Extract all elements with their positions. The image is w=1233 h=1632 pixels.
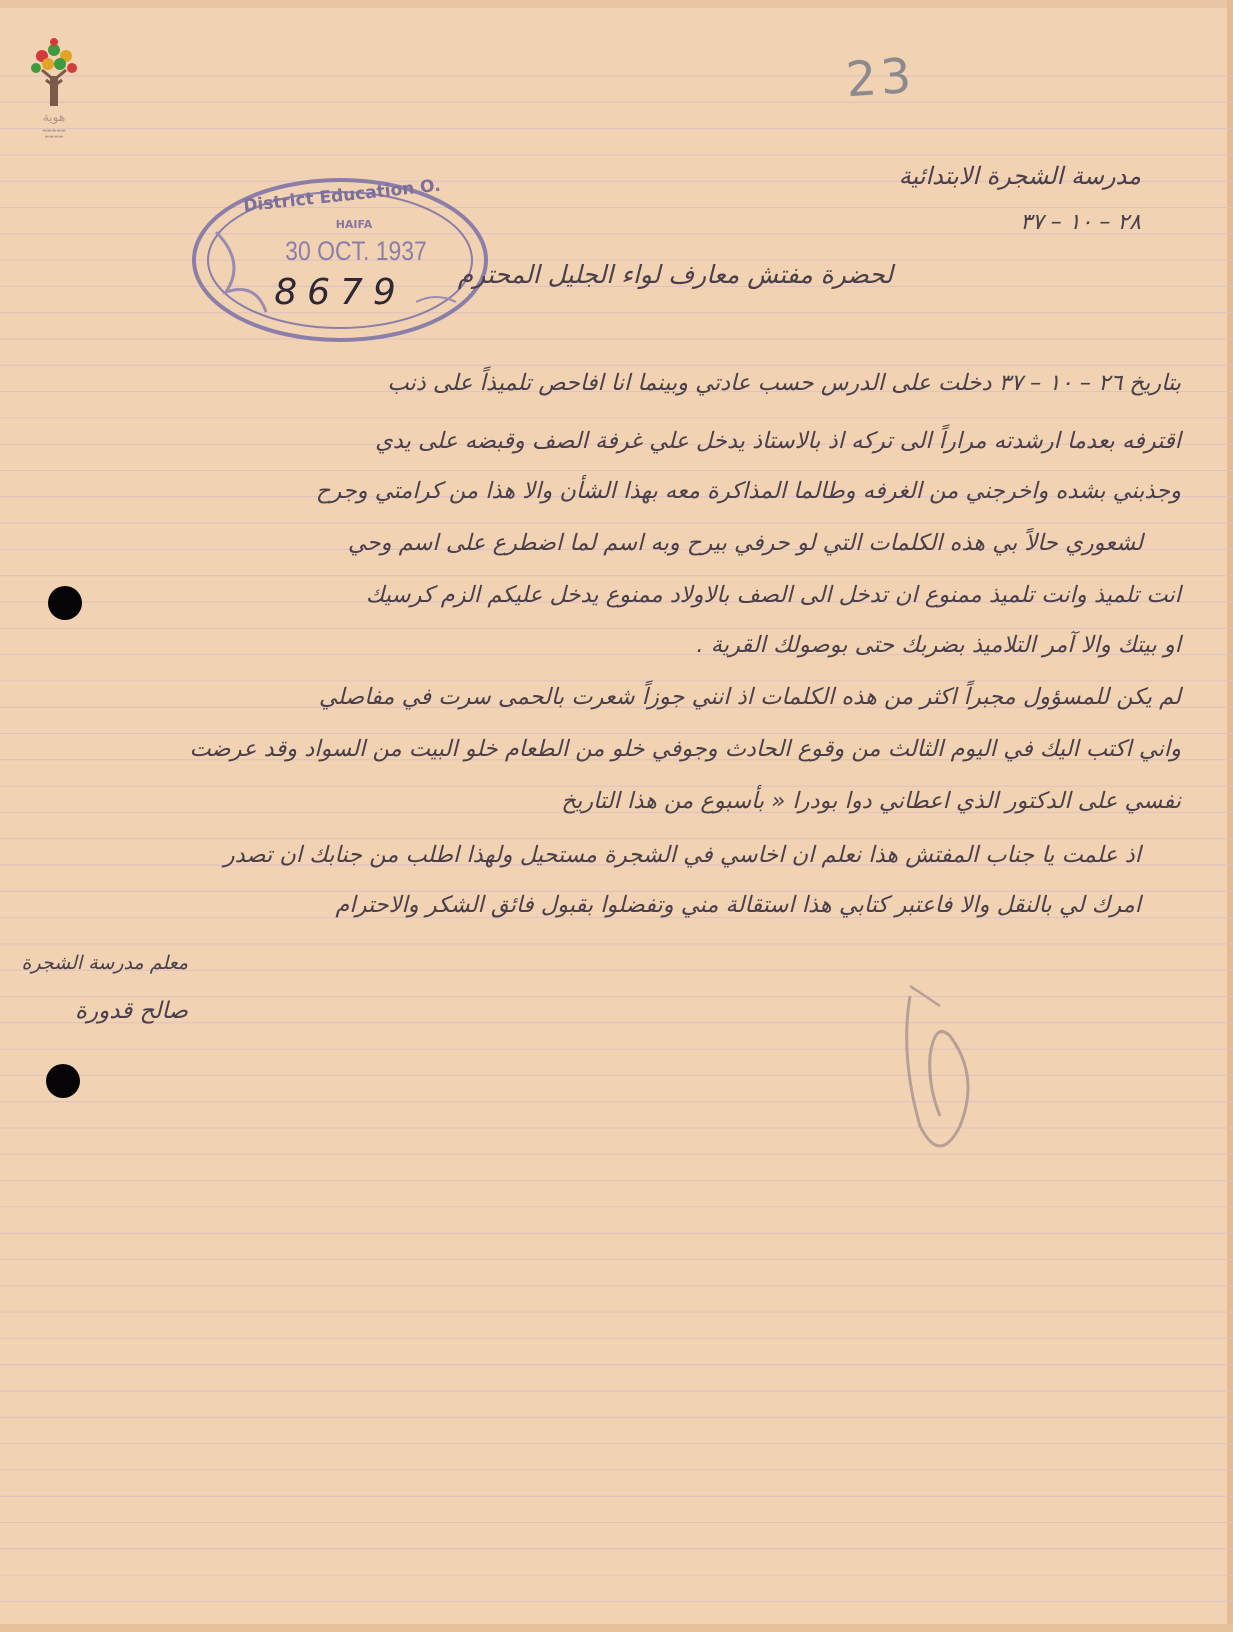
letter-date: ٢٨ – ١٠ – ٣٧ [1020,210,1141,235]
logo-subtext: ▬▬▬▬▬ ▬▬▬▬ [42,128,66,140]
addressee: لحضرة مفتش معارف لواء الجليل المحترم [457,260,893,289]
stamp-title: District Education O. [242,175,442,217]
letter-body-line: واني اكتب اليك في اليوم الثالث من وقوع الحادث وجوفي خلو من الطعام خلو البيت من السواد وقد عرضت [189,736,1181,762]
letter-body-line: اقترفه بعدما ارشدته مراراً الى تركه اذ بالاستاذ يدخل علي غرفة الصف وقبضه على يدي [375,428,1181,454]
archive-logo [24,36,84,146]
letter-body-line: لشعوري حالاً بي هذه الكلمات التي لو حرفي بيرح وبه اسم لما اضطرع على اسم وحي [347,530,1143,556]
letter-body-line: وجذبني بشده واخرجني من الغرفه وطالما المذاكرة معه بهذا الشأن والا هذا من كرامتي وجرح [315,478,1181,504]
signature-name: صالح قدورة [74,998,188,1024]
logo-text: هوية [42,110,66,124]
received-stamp [186,172,496,352]
tree-icon [24,36,84,110]
letter-body-line: انت تلميذ وانت تلميذ ممنوع ان تدخل الى الصف بالاولاد ممنوع يدخل عليكم الزم كرسيك [365,582,1181,608]
stamp-city: HAIFA [335,218,373,231]
punch-hole [46,1064,80,1098]
letter-body-line: او بيتك والا آمر التلاميذ بضربك حتى بوصولك القرية . [696,632,1181,658]
signature-role: معلم مدرسة الشجرة [21,952,188,974]
letter-body-line: امرك لي بالنقل والا فاعتبر كتابي هذا استقالة مني وتفضلوا بقبول فائق الشكر والاحترام [335,892,1141,918]
stamp-reference-number: 8679 [274,272,406,313]
letter-body-line: بتاريخ ٢٦ – ١٠ – ٣٧ دخلت على الدرس حسب عادتي وبينما انا افاحص تلميذاً على ذنب [387,370,1181,396]
school-name: مدرسة الشجرة الابتدائية [898,162,1141,190]
letter-body-line: نفسي على الدكتور الذي اعطاني دوا بودرا « بأسبوع من هذا التاريخ [561,788,1181,814]
stamp-date: 30 OCT. 1937 [285,236,427,266]
page-number: 23 [844,47,917,109]
pencil-check-mark [880,976,1010,1176]
punch-hole [48,586,82,620]
letter-body-line: اذ علمت يا جناب المفتش هذا نعلم ان اخاسي في الشجرة مستحيل ولهذا اطلب من جنابك ان تصدر [223,842,1141,868]
letter-body-line: لم يكن للمسؤول مجبراً اكثر من هذه الكلمات اذ انني جوزاً شعرت بالحمى سرت في مفاصلي [318,684,1181,710]
